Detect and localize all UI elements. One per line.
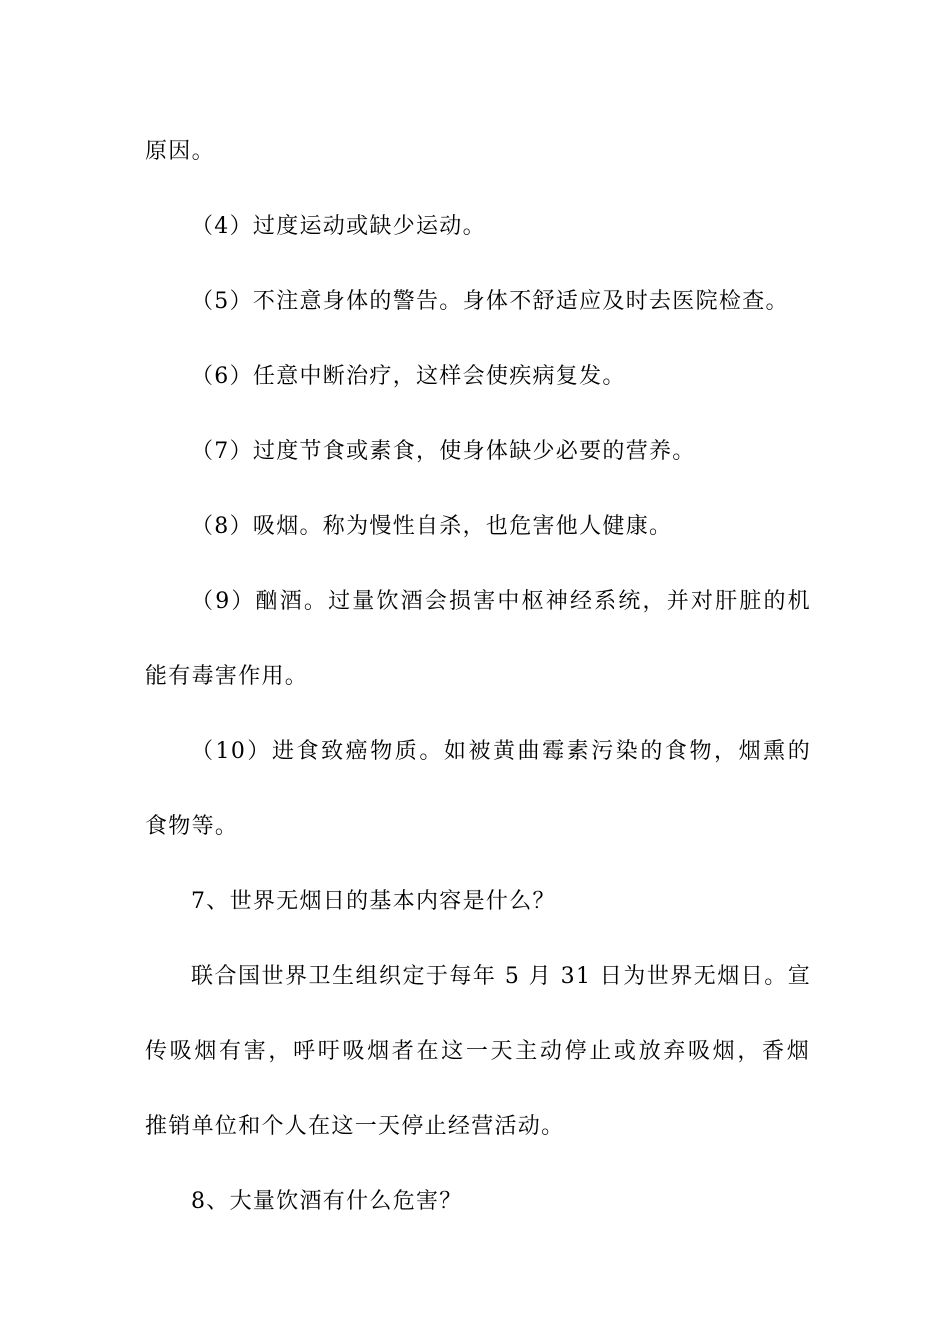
paragraph-line: 联合国世界卫生组织定于每年 5 月 31 日为世界无烟日。宣 [191,964,811,989]
paragraph-line: 推销单位和个人在这一天停止经营活动。 [145,1114,565,1139]
list-item: （4）过度运动或缺少运动。 [191,214,486,239]
list-item: （10）进食致癌物质。如被黄曲霉素污染的食物，烟熏的 [191,739,811,764]
text-line: 原因。 [145,139,215,164]
list-item: （9）酗酒。过量饮酒会损害中枢神经系统，并对肝脏的机 [191,589,811,614]
list-item: （8）吸烟。称为慢性自杀，也危害他人健康。 [191,514,673,539]
text-line: 食物等。 [145,814,239,839]
list-item: （6）任意中断治疗，这样会使疾病复发。 [191,364,626,389]
text-line: 能有毒害作用。 [145,664,309,689]
section-heading: 8、大量饮酒有什么危害？ [191,1189,463,1214]
list-item: （5）不注意身体的警告。身体不舒适应及时去医院检查。 [191,289,789,314]
section-heading: 7、世界无烟日的基本内容是什么？ [191,889,556,914]
list-item: （7）过度节食或素食，使身体缺少必要的营养。 [191,439,696,464]
paragraph-line: 传吸烟有害，呼吁吸烟者在这一天主动停止或放弃吸烟，香烟 [145,1039,810,1064]
